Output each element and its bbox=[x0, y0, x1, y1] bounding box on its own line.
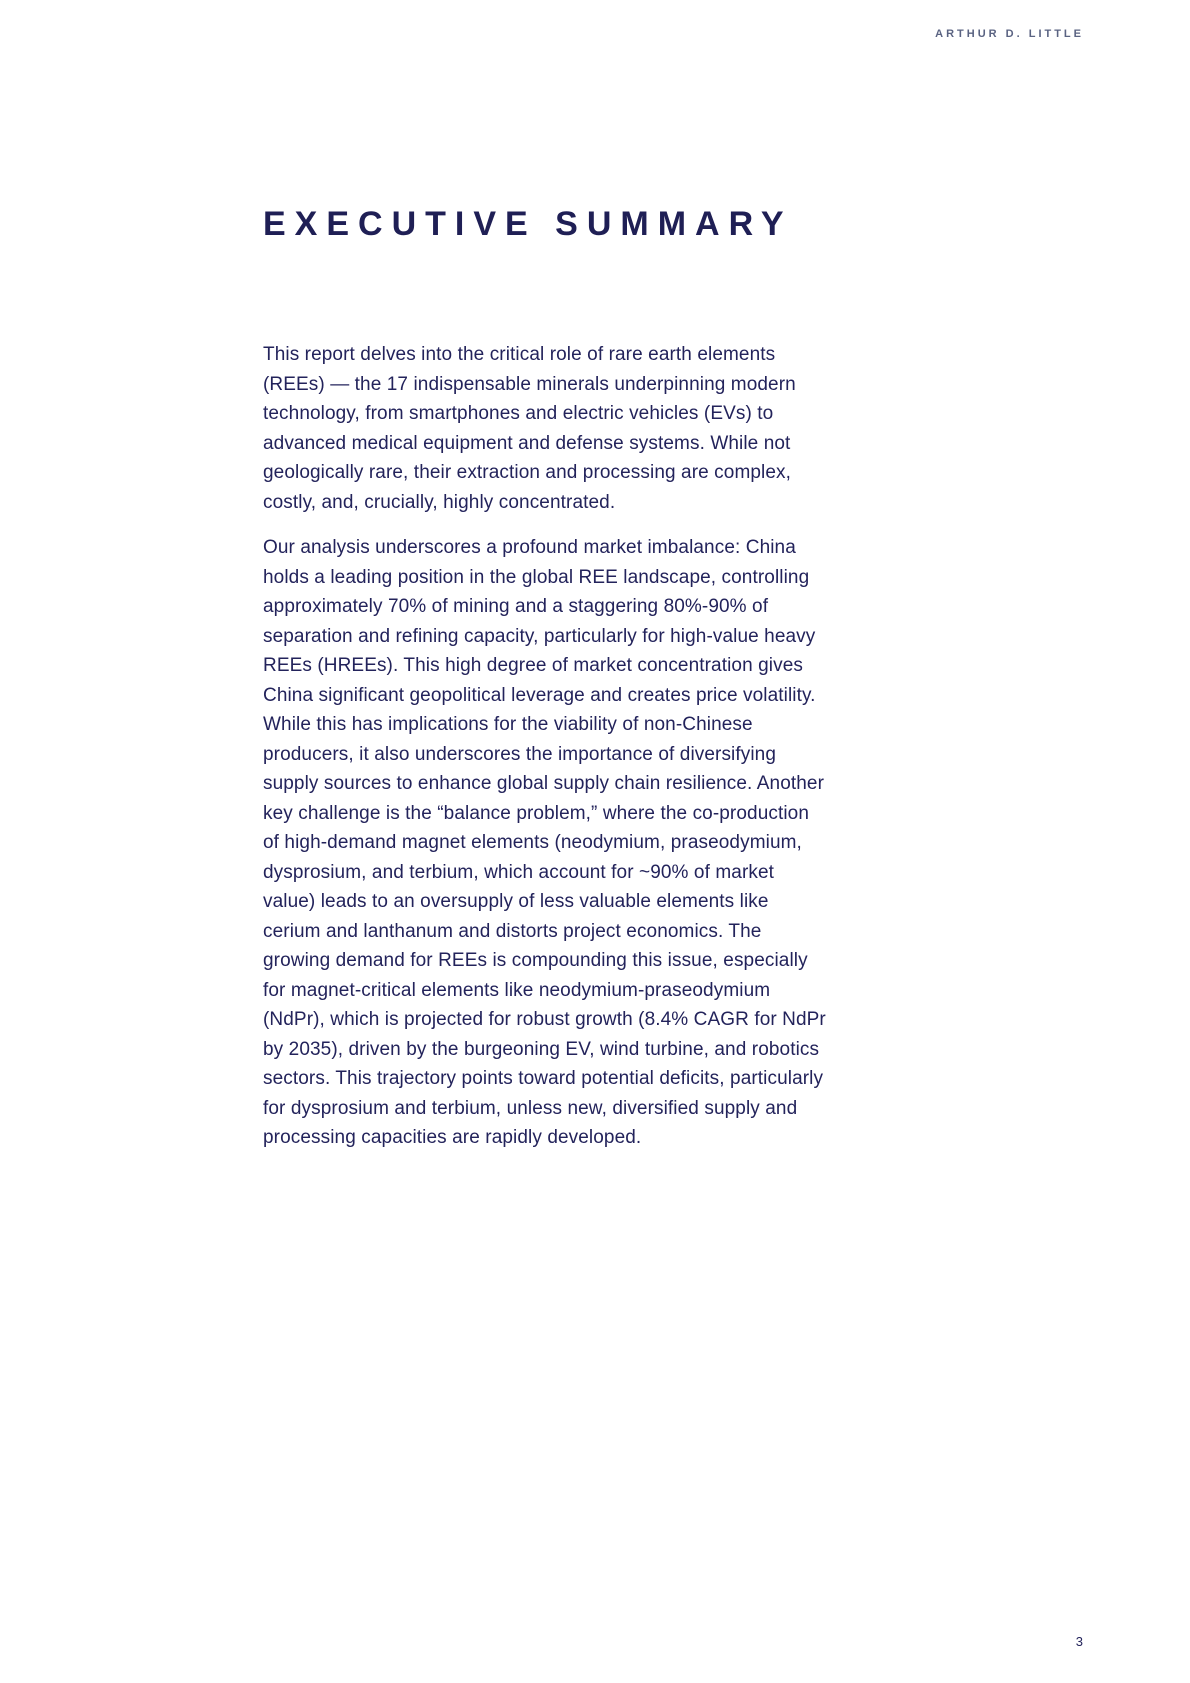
page-title: EXECUTIVE SUMMARY bbox=[263, 205, 793, 243]
page-number: 3 bbox=[1075, 1634, 1083, 1649]
brand-wordmark: ARTHUR D. LITTLE bbox=[935, 28, 1084, 40]
content-column bbox=[263, 205, 828, 1169]
body-paragraph-2: Our analysis underscores a profound market imbalance: China holds a leading position in the global REE landscape, controlling approximately 70% of mining and a staggering 80%-90% of separation and refining capacity, particularly for high-value heavy REEs (HREEs). This high degree of market concentration gives China significant geopolitical leverage and creates price volatility. While this has implications for the viability of non-Chinese producers, it also underscores the importance of diversifying supply sources to enhance global supply chain resilience. Another key challenge is the “balance problem,” where the co-production of high-demand magnet elements (neodymium, praseodymium, dysprosium, and terbium, which account for ~90% of market value) leads to an oversupply of less valuable elements like cerium and lanthanum and distorts project economics. The growing demand for REEs is compounding this issue, especially for magnet-critical elements like neodymium-praseodymium (NdPr), which is projected for robust growth (8.4% CAGR for NdPr by 2035), driven by the burgeoning EV, wind turbine, and robotics sectors. This trajectory points toward potential deficits, particularly for dysprosium and terbium, unless new, diversified supply and processing capacities are rapidly developed. bbox=[263, 537, 826, 1148]
page-footer bbox=[1076, 1633, 1083, 1651]
body-paragraph-1: This report delves into the critical role of rare earth elements (REEs) — the 17 indispensable minerals underpinning modern technology, from smartphones and electric vehicles (EVs) to advanced medical equipment and defense systems. While not geologically rare, their extraction and processing are complex, costly, and, crucially, highly concentrated. bbox=[263, 344, 796, 513]
page-header bbox=[935, 24, 1084, 42]
